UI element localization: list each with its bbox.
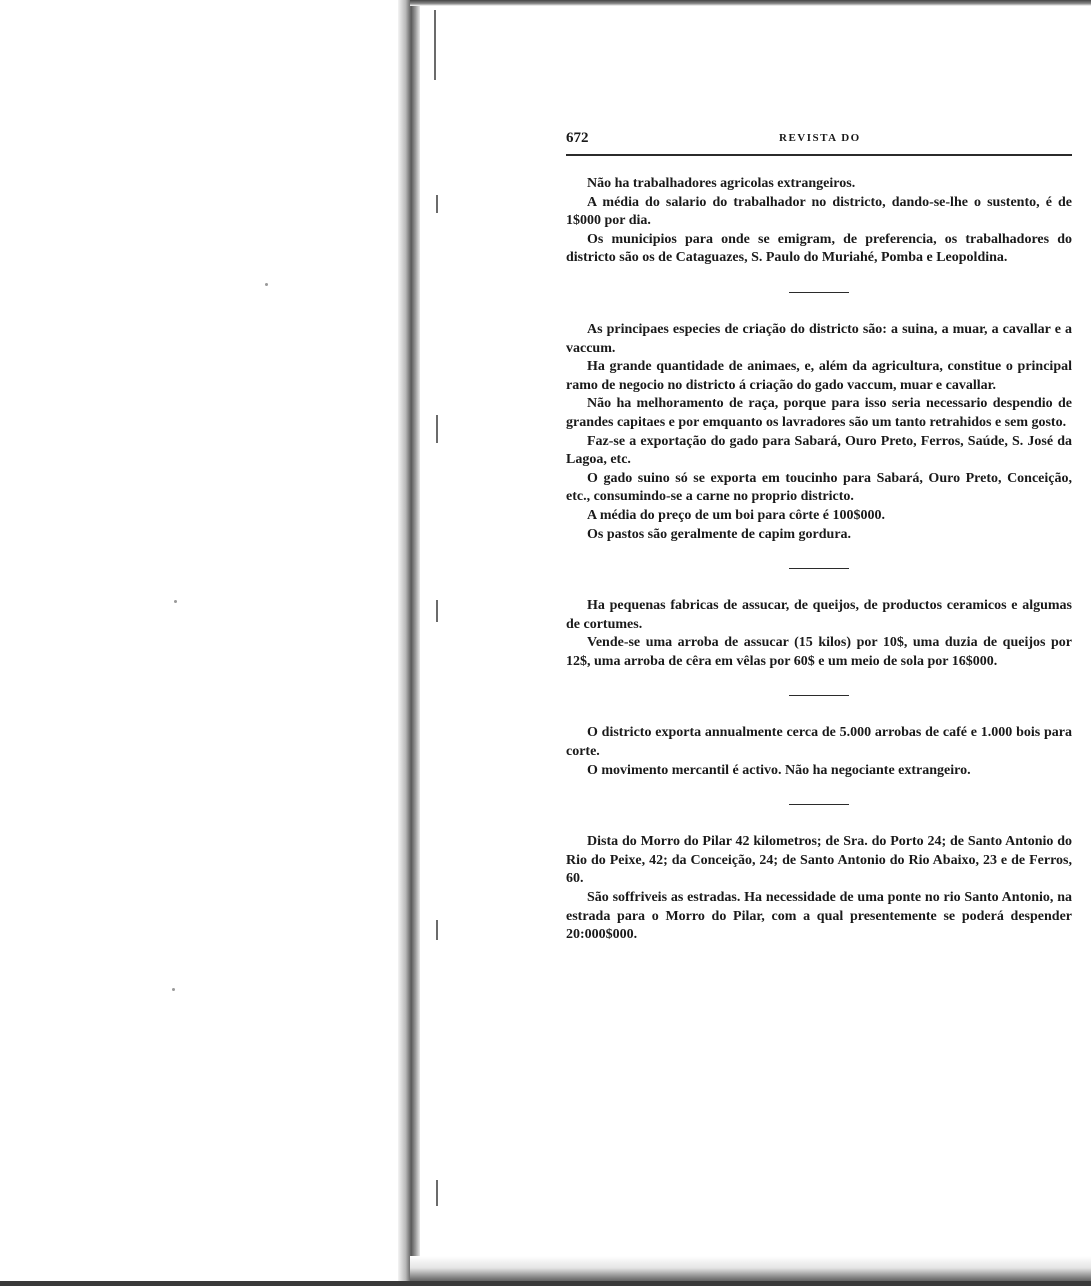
paper-speck <box>174 600 177 603</box>
gutter-mark <box>436 415 438 443</box>
page-number: 672 <box>566 130 589 146</box>
gutter-mark <box>436 1180 438 1206</box>
paragraph: A média do salario do trabalhador no districto, dando-se-lhe o sustento, é de 1$000 por dia. <box>566 194 1072 229</box>
section-distances <box>566 833 1072 945</box>
paragraph: As principaes especies de criação do districto são: a suina, a muar, a cavallar e a vaccum. <box>566 321 1072 356</box>
paragraph: Dista do Morro do Pilar 42 kilometros; de Sra. do Porto 24; de Santo Antonio do Rio do Peixe, 42; da Conceição, 24; de Santo Antonio do Rio Abaixo, 23 e de Ferros, 60. <box>566 834 1072 887</box>
body-text <box>566 156 1072 945</box>
paragraph: Vende-se uma arroba de assucar (15 kilos) por 10$, uma duzia de queijos por 12$, uma arroba de cêra em vêlas por 60$ e um meio de sola por 16$000. <box>566 635 1072 669</box>
book-gutter <box>398 0 420 1286</box>
paper-speck <box>265 283 268 286</box>
section-exports <box>566 724 1072 780</box>
paragraph: O movimento mercantil é activo. Não ha negociante extrangeiro. <box>587 762 971 778</box>
paragraph: Ha grande quantidade de animaes, e, além da agricultura, constitue o principal ramo de negocio no districto á criação do gado vaccum, muar e cavallar. <box>566 359 1072 393</box>
paper-speck <box>172 988 175 991</box>
section-labour <box>566 175 1072 268</box>
section-industry <box>566 597 1072 671</box>
paragraph: A média do preço de um boi para côrte é 100$000. <box>587 507 885 523</box>
paragraph: São soffriveis as estradas. Ha necessidade de uma ponte no rio Santo Antonio, na estrada para o Morro do Pilar, com a qual presentemente se poderá despender 20:000$000. <box>566 890 1072 943</box>
scan-bottom-border <box>0 1281 1091 1286</box>
gutter-mark <box>436 600 438 622</box>
blank-left-page <box>0 0 400 1286</box>
gutter-mark <box>436 920 438 940</box>
paragraph: Ha pequenas fabricas de assucar, de queijos, de productos ceramicos e algumas de cortumes. <box>566 598 1072 632</box>
section-livestock <box>566 321 1072 544</box>
paragraph: Os municipios para onde se emigram, de preferencia, os trabalhadores do districto são os de Cataguazes, S. Paulo do Muriahé, Pomba e Leopoldina. <box>566 231 1072 266</box>
paragraph: Faz-se a exportação do gado para Sabará, Ouro Preto, Ferros, Saúde, S. José da Lagoa, etc. <box>566 433 1072 468</box>
gutter-mark <box>434 10 436 80</box>
gutter-mark <box>436 195 438 213</box>
paragraph: O districto exporta annualmente cerca de 5.000 arrobas de café e 1.000 bois para corte. <box>566 725 1072 760</box>
page-top-edge <box>410 0 1091 6</box>
paragraph: Não ha trabalhadores agricolas extrangeiros. <box>587 176 856 191</box>
text-page <box>566 130 1072 945</box>
paragraph: Não ha melhoramento de raça, porque para isso seria necessario despendio de grandes capitaes e por emquanto os lavradores são um tanto retrahidos e sem gosto. <box>566 396 1072 430</box>
running-title: REVISTA DO <box>779 132 861 144</box>
paragraph: Os pastos são geralmente de capim gordura. <box>587 526 852 542</box>
running-head <box>566 130 1072 150</box>
paragraph: O gado suino só se exporta em toucinho para Sabará, Ouro Preto, Conceição, etc., consumindo-se a carne no proprio districto. <box>566 470 1072 505</box>
